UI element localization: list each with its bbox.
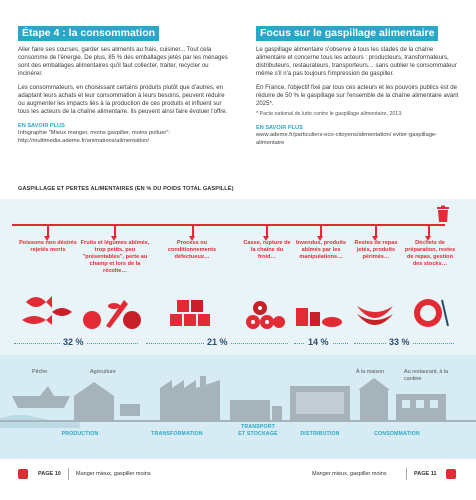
stage-distribution: DISTRIBUTION xyxy=(300,431,340,437)
loss-tick-5 xyxy=(320,224,322,238)
footer xyxy=(0,466,476,486)
sublabel-fishing: Pêche xyxy=(32,369,48,375)
fruits-vegetables-icon xyxy=(80,292,150,332)
loss-line xyxy=(12,224,445,226)
left-more-heading: EN SAVOIR PLUS xyxy=(18,123,65,129)
packages-icon xyxy=(170,300,210,330)
loss-label-meals: Restes de repas jetés, produits périmés… xyxy=(354,240,398,260)
loss-label-cold-chain: Casse, rupture de la chaîne du froid… xyxy=(243,240,291,260)
left-paragraph-2: Les consommateurs, en choisissant certains produits plutôt que d'autres, en adaptant leurs achats et leur consommation à leurs besoins, peuvent réduire ou augmenter les impacts liés à la production de ces produits et influent sur tous les acteurs de la chaîne alimentaire. Ils peuvent ainsi faire évoluer l'offre. xyxy=(18,84,228,115)
ademe-logo-right xyxy=(446,469,456,479)
page-number-right: PAGE 11 xyxy=(414,471,437,477)
rolls-icon xyxy=(245,300,285,330)
footer-separator-right xyxy=(406,468,407,480)
plate-icon xyxy=(410,296,450,330)
left-section-title: Étape 4 : la consommation xyxy=(18,26,159,41)
loss-label-fruits: Fruits et légumes abîmés, trop petits, peu "présentables", perte au champ et lors de la récolte… xyxy=(80,240,150,274)
loss-tick-2 xyxy=(114,224,116,238)
left-link[interactable]: Infographie "Mieux manger, moins gaspiller, moins polluer": http://multimedia.ademe.fr/animations/alimentation/ xyxy=(18,130,171,144)
loss-tick-1 xyxy=(47,224,49,238)
right-paragraph-2: En France, l'objectif fixé par tous ces acteurs et les pouvoirs publics est de réduire de 50 % le gaspillage sur l'ensemble de la chaîne alimentaire avant 2025*. xyxy=(256,84,459,107)
stage-transport: TRANSPORT ET STOCKAGE xyxy=(238,424,278,437)
stage-transformation: TRANSFORMATION xyxy=(151,431,203,437)
loss-label-fish: Poissons non désirés rejetés morts xyxy=(19,240,77,253)
bananas-icon xyxy=(355,296,395,330)
pct-consumption: 33 % xyxy=(386,337,413,347)
left-paragraph-1: Aller faire ses courses, garder ses aliments au frais, cuisiner... Tout cela consomme de l'énergie. De plus, 85 % des emballages jetés par les ménages sont des emballages alimentaires qu'il faut collecter, traiter, recycler ou incinérer. xyxy=(18,46,228,77)
ademe-logo-left xyxy=(18,469,28,479)
right-paragraph-1: Le gaspillage alimentaire s'observe à tous les stades de la chaîne alimentaire et concerne tous les acteurs : producteurs, transformateurs, distributeurs, restaurateurs, transporteurs… sans oublier le consommateur même s'il n'a pas toujours l'impression de gaspiller. xyxy=(256,46,457,77)
sublabel-restaurant: Au restaurant, à la cantine xyxy=(404,369,449,382)
damaged-products-icon xyxy=(296,302,346,332)
sublabel-home: À la maison xyxy=(356,369,385,375)
sublabel-agriculture: Agriculture xyxy=(90,369,116,375)
right-footnote: * Pacte national de lutte contre le gaspillage alimentaire, 2013. xyxy=(256,111,403,117)
pct-distribution: 14 % xyxy=(305,337,332,347)
loss-tick-4 xyxy=(266,224,268,238)
stage-production: PRODUCTION xyxy=(61,431,99,437)
footer-subtitle-left: Manger mieux, gaspiller moins xyxy=(76,471,151,477)
infographic-title: GASPILLAGE ET PERTES ALIMENTAIRES (EN % DU POIDS TOTAL GASPILLÉ) xyxy=(18,186,234,192)
loss-tick-6 xyxy=(375,224,377,238)
page-number-left: PAGE 10 xyxy=(38,471,61,477)
right-more-heading: EN SAVOIR PLUS xyxy=(256,125,303,131)
loss-label-unsold: Invendus, produits abîmés par les manipulations… xyxy=(295,240,347,260)
loss-label-process: Process ou conditionnements défectueux… xyxy=(167,240,217,260)
loss-label-prep: Déchets de préparation, restes de repas, gestion des stocks… xyxy=(404,240,456,267)
fish-icon xyxy=(18,288,78,328)
right-link[interactable]: www.ademe.fr/particuliers-eco-citoyens/alimentation/ eviter-gaspillage-alimentaire xyxy=(256,132,438,146)
loss-tick-3 xyxy=(192,224,194,238)
pct-production: 32 % xyxy=(60,337,87,347)
right-section-title: Focus sur le gaspillage alimentaire xyxy=(256,26,438,41)
loss-tick-7 xyxy=(428,224,430,238)
stage-consumption: CONSOMMATION xyxy=(374,431,420,437)
footer-subtitle-right: Manger mieux, gaspiller moins xyxy=(312,471,387,477)
pct-transformation: 21 % xyxy=(204,337,231,347)
right-column xyxy=(256,26,461,147)
trash-bin-icon xyxy=(437,207,449,222)
footer-separator-left xyxy=(68,468,69,480)
left-column xyxy=(18,26,230,145)
